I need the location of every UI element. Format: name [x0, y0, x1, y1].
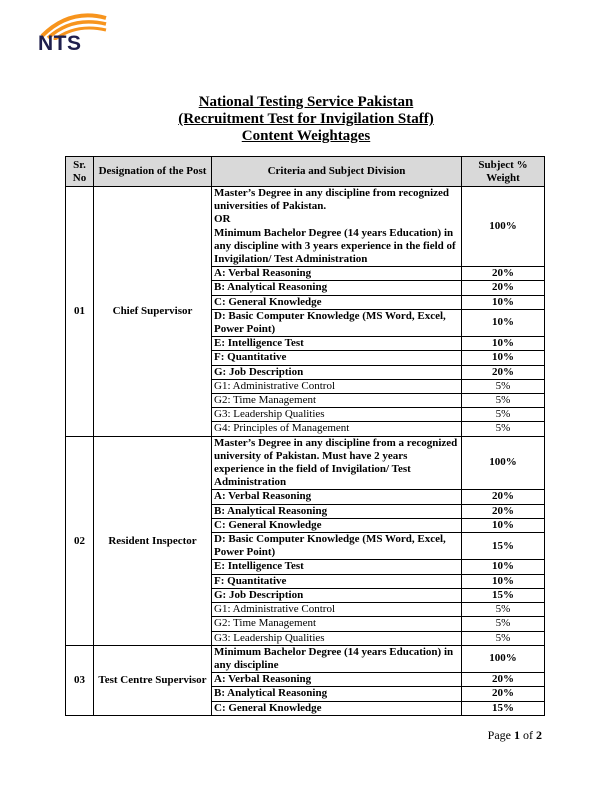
weight-cell: 5% — [462, 408, 545, 422]
table-row — [66, 436, 545, 490]
header-weight: Subject % Weight — [462, 157, 545, 187]
page-of: of — [520, 728, 536, 742]
criteria-cell: G4: Principles of Management — [212, 422, 462, 436]
criteria-cell: Minimum Bachelor Degree (14 years Education) in any discipline — [212, 645, 462, 672]
criteria-cell: B: Analytical Reasoning — [212, 281, 462, 295]
nts-logo — [30, 10, 110, 60]
criteria-cell: B: Analytical Reasoning — [212, 687, 462, 701]
page-current: 1 — [514, 728, 520, 742]
criteria-cell: Master’s Degree in any discipline from recognized universities of Pakistan. OR Minimum Bachelor Degree (14 years Education) in any discipline with 3 years experience in the field of Invigilation/ Test Administration — [212, 187, 462, 267]
table-header-row — [66, 157, 545, 187]
criteria-cell: G: Job Description — [212, 588, 462, 602]
weight-cell: 5% — [462, 631, 545, 645]
title-line-2: (Recruitment Test for Invigilation Staff) — [178, 111, 434, 127]
criteria-cell: G2: Time Management — [212, 617, 462, 631]
table-row — [66, 187, 545, 267]
criteria-cell: C: General Knowledge — [212, 701, 462, 715]
weight-cell: 10% — [462, 351, 545, 365]
header-sr: Sr. No — [66, 157, 94, 187]
weight-cell: 20% — [462, 673, 545, 687]
weight-cell: 10% — [462, 309, 545, 336]
sr-number: 01 — [66, 187, 94, 437]
weight-cell: 100% — [462, 187, 545, 267]
designation-cell: Resident Inspector — [94, 436, 212, 645]
criteria-cell: Master’s Degree in any discipline from a recognized university of Pakistan. Must have 2 years experience in the field of Invigilation/ Test Administration — [212, 436, 462, 490]
criteria-cell: A: Verbal Reasoning — [212, 490, 462, 504]
weight-cell: 15% — [462, 701, 545, 715]
weight-cell: 10% — [462, 574, 545, 588]
title-line-1: National Testing Service Pakistan — [198, 94, 414, 110]
criteria-cell: C: General Knowledge — [212, 518, 462, 532]
weight-cell: 100% — [462, 436, 545, 490]
weight-cell: 20% — [462, 267, 545, 281]
designation-cell: Test Centre Supervisor — [94, 645, 212, 715]
weight-cell: 20% — [462, 365, 545, 379]
sr-number: 03 — [66, 645, 94, 715]
table-body — [66, 187, 545, 716]
criteria-cell: D: Basic Computer Knowledge (MS Word, Excel, Power Point) — [212, 309, 462, 336]
weightage-table — [65, 156, 545, 716]
criteria-cell: E: Intelligence Test — [212, 560, 462, 574]
weight-cell: 10% — [462, 295, 545, 309]
weight-cell: 10% — [462, 518, 545, 532]
criteria-cell: B: Analytical Reasoning — [212, 504, 462, 518]
weight-cell: 5% — [462, 422, 545, 436]
weight-cell: 20% — [462, 504, 545, 518]
page-total: 2 — [536, 728, 542, 742]
sr-number: 02 — [66, 436, 94, 645]
header-designation: Designation of the Post — [94, 157, 212, 187]
weight-cell: 20% — [462, 687, 545, 701]
criteria-cell: G3: Leadership Qualities — [212, 408, 462, 422]
criteria-cell: G3: Leadership Qualities — [212, 631, 462, 645]
criteria-cell: A: Verbal Reasoning — [212, 267, 462, 281]
weight-cell: 15% — [462, 533, 545, 560]
criteria-cell: F: Quantitative — [212, 351, 462, 365]
header-criteria: Criteria and Subject Division — [212, 157, 462, 187]
criteria-cell: E: Intelligence Test — [212, 337, 462, 351]
weight-cell: 20% — [462, 281, 545, 295]
criteria-cell: G1: Administrative Control — [212, 379, 462, 393]
criteria-cell: A: Verbal Reasoning — [212, 673, 462, 687]
criteria-cell: F: Quantitative — [212, 574, 462, 588]
page-footer — [488, 728, 542, 743]
weight-cell: 5% — [462, 617, 545, 631]
weight-cell: 100% — [462, 645, 545, 672]
criteria-cell: G2: Time Management — [212, 394, 462, 408]
weight-cell: 5% — [462, 394, 545, 408]
weight-cell: 5% — [462, 603, 545, 617]
weight-cell: 20% — [462, 490, 545, 504]
criteria-cell: G: Job Description — [212, 365, 462, 379]
weight-cell: 5% — [462, 379, 545, 393]
designation-cell: Chief Supervisor — [94, 187, 212, 437]
criteria-cell: G1: Administrative Control — [212, 603, 462, 617]
page-prefix: Page — [487, 728, 514, 742]
table-row — [66, 645, 545, 672]
criteria-cell: D: Basic Computer Knowledge (MS Word, Excel, Power Point) — [212, 533, 462, 560]
title-line-3: Content Weightages — [241, 128, 371, 144]
logo-text: NTS — [38, 32, 82, 55]
criteria-cell: C: General Knowledge — [212, 295, 462, 309]
weight-cell: 10% — [462, 560, 545, 574]
weight-cell: 10% — [462, 337, 545, 351]
weight-cell: 15% — [462, 588, 545, 602]
